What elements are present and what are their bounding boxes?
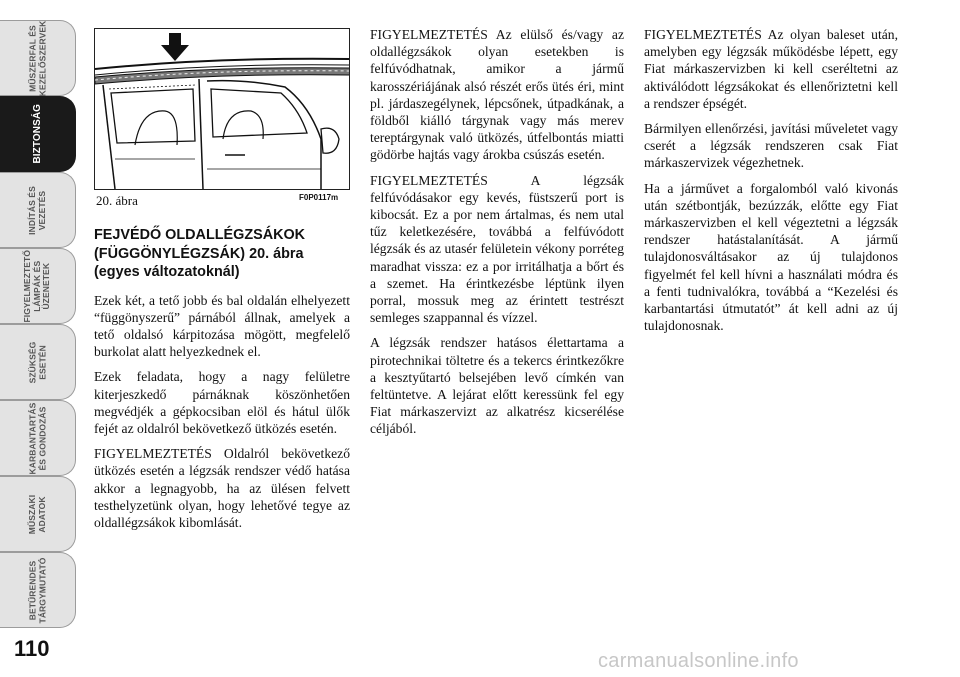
paragraph: Ha a járművet a forgalomból való kivonás után szétbontják, bezúzzák, előtte egy Fiat márkaszervizben el kell végeztetni a légzsák rendszer hatástalanítását. A jármű tulajdonosváltásakor az új tulajdonos figyelmét fel kell hívni a használati módra és a fenti tudnivalókra, továbbá a “Kezelési és karbantartási útmutatót” át kell adni az új tulajdonosnak. bbox=[644, 180, 898, 334]
tab-label: FIGYELMEZTETŐ LÁMPÁK ÉS ÜZENETEK bbox=[22, 249, 52, 323]
tab-label: KARBANTARTÁS ÉS GONDOZÁS bbox=[27, 402, 47, 474]
tab-szukseg[interactable] bbox=[0, 324, 76, 400]
paragraph: Bármilyen ellenőrzési, javítási műveletet vagy cserét a légzsák rendszeren csak Fiat márkaszervizek végezhetnek. bbox=[644, 121, 898, 171]
warning-paragraph: FIGYELMEZTETÉS A légzsák felfúvódásakor egy kevés, füstszerű port is kibocsát. Ez a por nem ártalmas, és nem utal tűz keletkezésére, továbbá a felfúvódott légzsák és az utasér felületein vékony porréteg maradhat vissza: ez a por irritálhatja a bőrt és a szemet. Ha érintkezésbe léptünk ilyen porral, mossuk meg az érintett testrészt semleges szappannal és vízzel. bbox=[370, 172, 624, 326]
figure-illustration bbox=[94, 28, 350, 190]
tab-inditas[interactable] bbox=[0, 172, 76, 248]
paragraph: Ezek két, a tető jobb és bal oldalán elhelyezett “függönyszerű” párnából állnak, amelyek a tető oldalsó kárpitozása mögött, megfelelő burkolat alatt helyezkednek el. bbox=[94, 292, 350, 360]
text-column-3 bbox=[644, 26, 898, 342]
tab-label: BETŰRENDES TÁRGYMUTATÓ bbox=[26, 557, 47, 623]
tab-muszerfal[interactable] bbox=[0, 20, 76, 96]
text-column-1 bbox=[94, 226, 350, 539]
tab-biztonsag[interactable] bbox=[0, 96, 76, 172]
tab-label: MŰSZERFAL ÉS KEZELŐSZERVEK bbox=[27, 20, 47, 96]
tab-karbantartas[interactable] bbox=[0, 400, 76, 476]
paragraph: Ezek feladata, hogy a nagy felületre kiterjeszkedő párnáknak köszönhetően megvédjék a gépkocsiban elöl és hátul ülők fejét az oldalról bekövetkező ütközés esetén. bbox=[94, 369, 350, 436]
tab-label: BIZTONSÁG bbox=[31, 104, 43, 164]
page-number: 110 bbox=[14, 636, 50, 661]
tab-label: SZÜKSÉG ESETÉN bbox=[26, 341, 47, 383]
tab-label: INDÍTÁS ÉS VEZETÉS bbox=[26, 185, 47, 235]
figure-code: F0P0117m bbox=[299, 193, 339, 202]
chapter-tabs bbox=[0, 20, 76, 625]
text-column-2 bbox=[370, 26, 624, 446]
warning-paragraph: FIGYELMEZTETÉS Az elülső és/vagy az oldallégzsákok olyan esetekben is felfúvódhatnak, amikor a jármű karosszériájának alsó részét erős ütés éri, mint pl. járdaszegélynek, lépcsőnek, útpadkának, a földből kiálló tárgynak vagy más merev tereptárgynak való ütközés, útfelbontás miatti gödörbe hajtás vagy árokba csúszás esetén. bbox=[370, 27, 624, 163]
figure-caption: 20. ábra bbox=[96, 193, 138, 208]
watermark: carmanualsonline.info bbox=[598, 650, 799, 672]
tab-muszaki[interactable] bbox=[0, 476, 76, 552]
warning-paragraph: FIGYELMEZTETÉS Az olyan baleset után, amelyben egy légzsák működésbe lépett, egy Fiat márkaszervizben ki kell cseréltetni az aktiválódott légzsákokat és ellenőriztetni kell a rendszer épségét. bbox=[644, 27, 898, 111]
tab-betu[interactable] bbox=[0, 552, 76, 628]
tab-label: MŰSZAKI ADATOK bbox=[26, 494, 47, 534]
tab-figyelmezteto[interactable] bbox=[0, 248, 76, 324]
warning-paragraph: FIGYELMEZTETÉS Oldalról bekövetkező ütközés esetén a légzsák rendszer védő hatása akkor a legnagyobb, ha az ülésen felvett testhelyzetünk olyan, hogy lehetővé tegye az oldallégzsákok kibomlását. bbox=[94, 446, 350, 530]
paragraph: A légzsák rendszer hatásos élettartama a pirotechnikai töltetre és a tekercs érintkezőkre a kesztyűtartó belsejében levő címkén van feltüntetve. A lejárat előtt keressünk fel egy Fiat márkaszervizt az alkatrész kicserélése céljából. bbox=[370, 335, 624, 437]
section-heading: FEJVÉDŐ OLDALLÉGZSÁKOK (FÜGGÖNYLÉGZSÁK) 20. ábra (egyes változatoknál) bbox=[94, 227, 306, 280]
van-illustration bbox=[95, 29, 350, 190]
